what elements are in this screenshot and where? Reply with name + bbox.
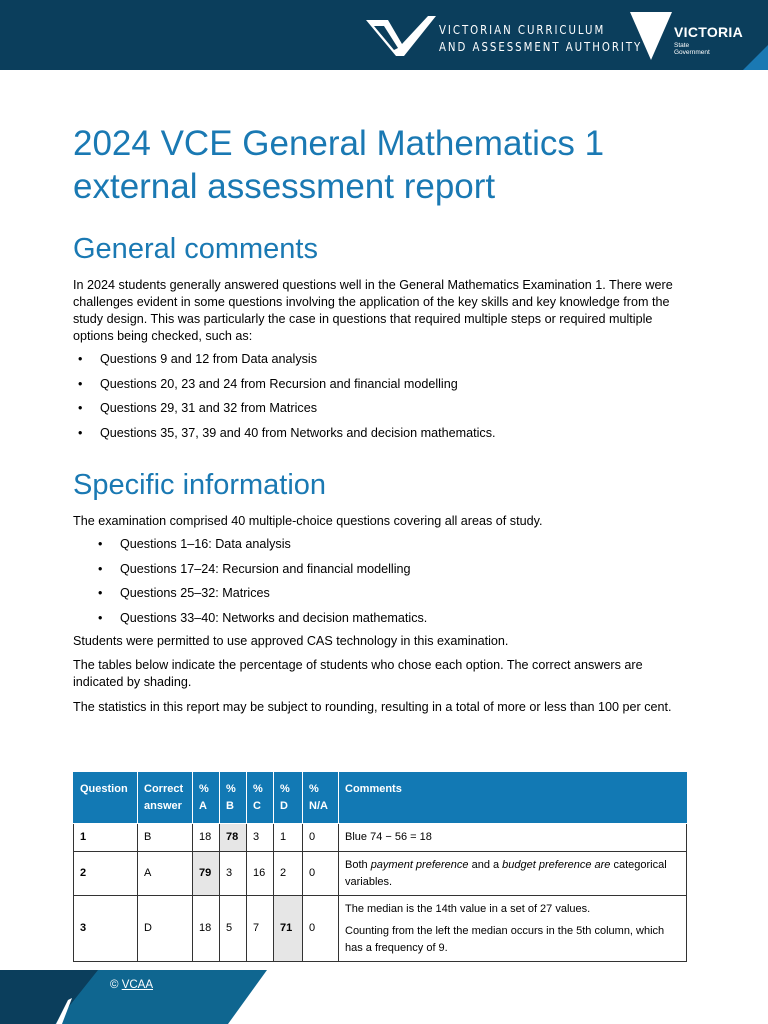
cell-d: 1 [274,824,303,852]
table-row [74,852,687,896]
cell-na: 0 [303,896,339,962]
col-correct-answer: Correct answer [138,773,193,824]
list-item: • Questions 9 and 12 from Data analysis [100,352,496,377]
col-pct-a: % A [193,773,220,824]
cell-b: 3 [220,852,247,896]
specific-bullet-list [120,537,427,635]
list-item: • Questions 29, 31 and 32 from Matrices [100,401,496,426]
cell-a: 79 [193,852,220,896]
victoria-triangle-icon [630,12,672,62]
list-item: • Questions 35, 37, 39 and 40 from Networks and decision mathematics. [100,426,496,451]
victoria-name: VICTORIA [674,24,744,40]
specific-intro: The examination comprised 40 multiple-choice questions covering all areas of study. [73,514,543,528]
vcaa-wordmark: VICTORIAN CURRICULUM AND ASSESSMENT AUTHORITY [439,23,643,54]
cell-a: 18 [193,896,220,962]
cell-b: 78 [220,824,247,852]
list-item: • Questions 20, 23 and 24 from Recursion and financial modelling [100,377,496,402]
cell-question: 3 [74,896,138,962]
cell-na: 0 [303,824,339,852]
table-header-row [74,773,687,824]
cell-comment: Blue 74 − 56 = 18 [339,824,687,852]
victoria-subtitle: State Government [674,42,710,56]
vcaa-logo-icon [366,14,436,56]
cell-question: 1 [74,824,138,852]
general-intro: In 2024 students generally answered questions well in the General Mathematics Examination 1. There were challenges evident in some questions involving the application of the key skills and key knowledge from the study design. This was particularly the case in questions that required multiple steps or required multiple options being checked, such as: [73,278,673,343]
cell-answer: A [138,852,193,896]
table-row [74,896,687,962]
page-header [0,0,768,70]
col-pct-c: % C [247,773,274,824]
page-title: 2024 VCE General Mathematics 1 external assessment report [73,124,605,206]
col-pct-na: % N/A [303,773,339,824]
vcaa-link[interactable]: VCAA [121,979,154,991]
col-pct-d: % D [274,773,303,824]
list-item: • Questions 33–40: Networks and decision mathematics. [120,611,427,636]
footer-copyright: © VCAA [110,979,154,991]
general-bullet-list [100,352,496,450]
results-table [73,772,687,962]
cell-comment: Both payment preference and a budget preference are categorical variables. [339,852,687,896]
cell-c: 7 [247,896,274,962]
general-comments-heading: General comments [73,233,318,265]
table-row [74,824,687,852]
table-note: The tables below indicate the percentage of students who chose each option. The correct answers are indicated by shading. [73,658,643,689]
cell-c: 3 [247,824,274,852]
cell-d: 2 [274,852,303,896]
cell-question: 2 [74,852,138,896]
cell-answer: B [138,824,193,852]
cell-b: 5 [220,896,247,962]
col-question: Question [74,773,138,824]
cell-comment: The median is the 14th value in a set of 27 values. Counting from the left the median occurs in the 5th column, which has a frequency of 9. [339,896,687,962]
cell-na: 0 [303,852,339,896]
rounding-note: The statistics in this report may be subject to rounding, resulting in a total of more or less than 100 per cent. [73,700,672,714]
cas-note: Students were permitted to use approved CAS technology in this examination. [73,634,509,648]
col-pct-b: % B [220,773,247,824]
cell-answer: D [138,896,193,962]
victoria-government-logo [630,12,744,62]
list-item: • Questions 17–24: Recursion and financial modelling [120,562,427,587]
specific-information-heading: Specific information [73,469,327,501]
cell-d: 71 [274,896,303,962]
cell-a: 18 [193,824,220,852]
col-comments: Comments [339,773,687,824]
list-item: • Questions 25–32: Matrices [120,586,427,611]
list-item: • Questions 1–16: Data analysis [120,537,427,562]
cell-c: 16 [247,852,274,896]
